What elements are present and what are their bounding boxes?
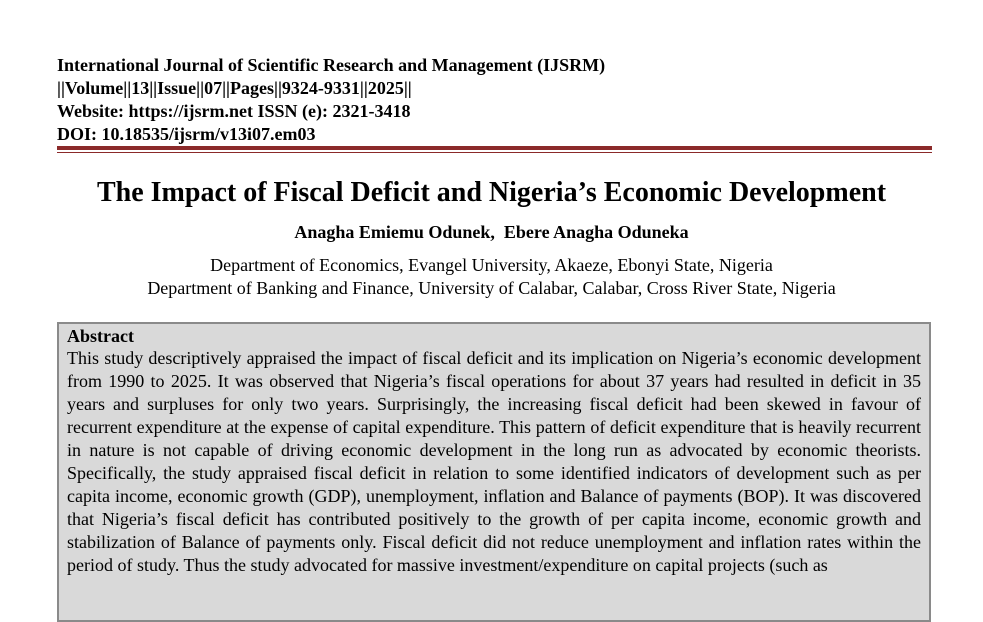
abstract-heading: Abstract <box>67 326 134 346</box>
affiliation-1: Department of Economics, Evangel University, Akaeze, Ebonyi State, Nigeria <box>210 255 773 275</box>
paper-authors: Anagha Emiemu Odunek, Ebere Anagha Oduneka <box>294 222 689 242</box>
affiliation-2: Department of Banking and Finance, University of Calabar, Calabar, Cross River State, Nigeria <box>147 278 836 298</box>
abstract-text: This study descriptively appraised the impact of fiscal deficit and its implication on Nigeria’s economic development from 1990 to 2025. It was observed that Nigeria’s fiscal operations for about 37 years had resulted in deficit in 35 years and surpluses for only two years. Surprisingly, the increasing fiscal deficit had been skewed in favour of recurrent expenditure at the expense of capital expenditure. This pattern of deficit expenditure that is heavily recurrent in nature is not capable of driving economic development in the long run as advocated by economic theorists. Specifically, the study appraised fiscal deficit in relation to some identified indicators of development such as per capita income, economic growth (GDP), unemployment, inflation and Balance of payments (BOP). It was discovered that Nigeria’s fiscal deficit has contributed positively to the growth of per capita income, economic growth and stabilization of Balance of payments only. Fiscal deficit did not reduce unemployment and inflation rates within the period of study. Thus the study advocated for massive investment/expenditure on capital projects (such as <box>67 348 921 575</box>
abstract-box <box>57 322 931 622</box>
journal-volume-info: ||Volume||13||Issue||07||Pages||9324-9331||2025|| <box>57 78 412 98</box>
journal-doi: DOI: 10.18535/ijsrm/v13i07.em03 <box>57 124 316 144</box>
journal-header <box>57 54 605 146</box>
paper-title: The Impact of Fiscal Deficit and Nigeria’s Economic Development <box>96 177 887 208</box>
journal-website: Website: https://ijsrm.net ISSN (e): 2321-3418 <box>57 101 411 121</box>
journal-name: International Journal of Scientific Research and Management (IJSRM) <box>57 55 606 75</box>
header-divider-thick <box>57 146 932 150</box>
header-divider-thin <box>57 152 932 153</box>
